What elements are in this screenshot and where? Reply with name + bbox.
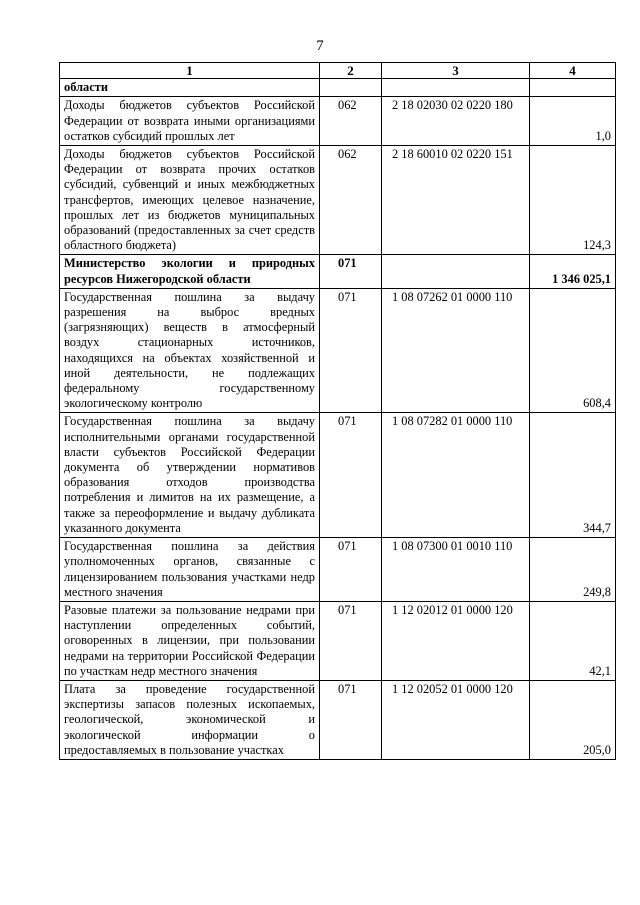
row-description: Доходы бюджетов субъектов Российской Федерации от возврата иными организациями остатков субсидий прошлых лет — [60, 97, 320, 146]
row-kbk: 2 18 60010 02 0220 151 — [382, 146, 530, 255]
continuation-text: области — [60, 79, 320, 97]
header-col-4: 4 — [530, 63, 616, 79]
row-admin-code: 062 — [320, 97, 382, 146]
continuation-row — [60, 79, 616, 97]
row-admin-code: 071 — [320, 601, 382, 680]
row-amount: 249,8 — [530, 538, 616, 602]
row-admin-code: 071 — [320, 680, 382, 759]
row-amount: 124,3 — [530, 146, 616, 255]
row-kbk: 1 12 02052 01 0000 120 — [382, 680, 530, 759]
row-description: Доходы бюджетов субъектов Российской Федерации от возврата прочих остатков субсидий, субвенций и иных межбюджетных трансфертов, имеющих целевое назначение, прошлых лет из бюджетов муниципальных образований (предоставленных за счет средств областного бюджета) — [60, 146, 320, 255]
row-kbk: 2 18 02030 02 0220 180 — [382, 97, 530, 146]
row-kbk: 1 12 02012 01 0000 120 — [382, 601, 530, 680]
row-amount: 1,0 — [530, 97, 616, 146]
table-row — [60, 146, 616, 255]
ministry-kbk — [382, 255, 530, 288]
header-col-3: 3 — [382, 63, 530, 79]
table-row — [60, 680, 616, 759]
row-description: Плата за проведение государственной экспертизы запасов полезных ископаемых, геологической, экономической и экологической информации о предоставляемых в пользование участках — [60, 680, 320, 759]
row-description: Государственная пошлина за выдачу разрешения на выброс вредных (загрязняющих) веществ в атмосферный воздух стационарных источников, находящихся на объектах хозяйственной и иной деятельности, не подлежащих федеральному государственному экологическому контролю — [60, 288, 320, 413]
row-admin-code: 071 — [320, 538, 382, 602]
table-row — [60, 601, 616, 680]
ministry-row — [60, 255, 616, 288]
table-row — [60, 413, 616, 538]
row-description: Государственная пошлина за выдачу исполнительными органами государственной власти субъектов Российской Федерации документа об утверждении нормативов образования отходов производства потребления и лимитов на их размещение, а также за переоформление и выдачу дубликата указанного документа — [60, 413, 320, 538]
row-admin-code: 062 — [320, 146, 382, 255]
ministry-total: 1 346 025,1 — [530, 255, 616, 288]
page-number: 7 — [316, 38, 324, 54]
header-row — [60, 63, 616, 79]
row-kbk: 1 08 07262 01 0000 110 — [382, 288, 530, 413]
header-col-2: 2 — [320, 63, 382, 79]
row-amount: 344,7 — [530, 413, 616, 538]
row-amount: 42,1 — [530, 601, 616, 680]
row-amount: 608,4 — [530, 288, 616, 413]
row-kbk: 1 08 07282 01 0000 110 — [382, 413, 530, 538]
row-admin-code: 071 — [320, 413, 382, 538]
table-row — [60, 288, 616, 413]
row-kbk: 1 08 07300 01 0010 110 — [382, 538, 530, 602]
revenue-table — [59, 62, 616, 760]
row-amount: 205,0 — [530, 680, 616, 759]
ministry-name: Министерство экологии и природных ресурсов Нижегородской области — [60, 255, 320, 288]
header-col-1: 1 — [60, 63, 320, 79]
table-row — [60, 97, 616, 146]
row-admin-code: 071 — [320, 288, 382, 413]
row-description: Разовые платежи за пользование недрами при наступлении определенных событий, оговоренных в лицензии, при пользовании недрами на территории Российской Федерации по участкам недр местного значения — [60, 601, 320, 680]
table-row — [60, 538, 616, 602]
ministry-admin-code: 071 — [320, 255, 382, 288]
row-description: Государственная пошлина за действия уполномоченных органов, связанные с лицензированием пользования участками недр местного значения — [60, 538, 320, 602]
